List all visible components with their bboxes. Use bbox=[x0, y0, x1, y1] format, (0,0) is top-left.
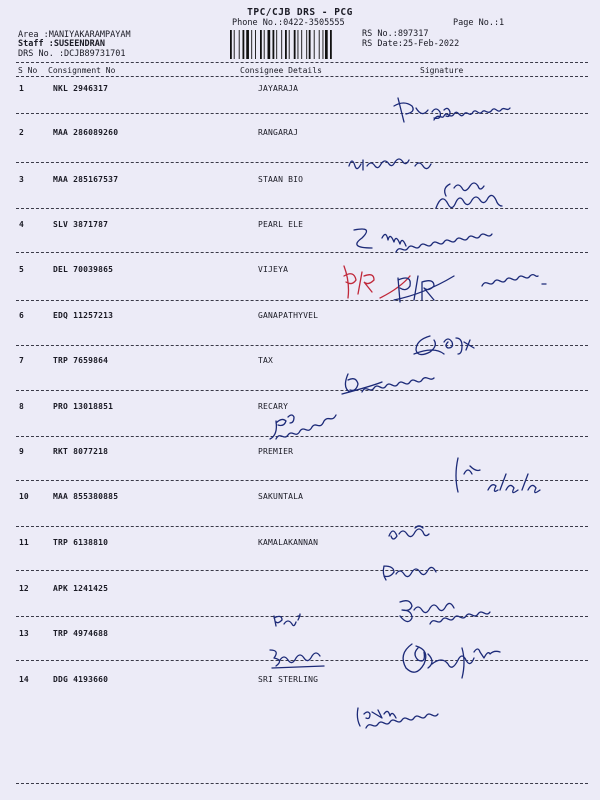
consignee-name: SAKUNTALA bbox=[258, 492, 304, 501]
consignee-name: PREMIER bbox=[258, 447, 294, 456]
consignee-name: GANAPATHYVEL bbox=[258, 311, 319, 320]
consignment-number: TRP 4974688 bbox=[53, 629, 109, 638]
row-divider bbox=[16, 345, 588, 346]
page-number: Page No.:1 bbox=[453, 18, 505, 28]
row-number: 10 bbox=[19, 492, 29, 501]
consignment-number: MAA 855380885 bbox=[53, 492, 119, 501]
row-number: 7 bbox=[19, 356, 24, 365]
row-number: 2 bbox=[19, 128, 24, 137]
row-number: 5 bbox=[19, 265, 24, 274]
row-divider bbox=[16, 526, 588, 527]
consignment-number: DDG 4193660 bbox=[53, 675, 109, 684]
signature-10 bbox=[385, 524, 445, 544]
signature-7 bbox=[340, 370, 450, 400]
consignment-number: RKT 8077218 bbox=[53, 447, 109, 456]
staff-label: Staff :SUSEENDRAN bbox=[18, 39, 105, 49]
sheet-title: TPC/CJB DRS - PCG bbox=[247, 7, 353, 18]
col-consignment: Consignment No bbox=[48, 66, 116, 75]
row-divider bbox=[16, 300, 588, 301]
signature-1 bbox=[392, 92, 532, 132]
consignee-name: VIJEYA bbox=[258, 265, 289, 274]
consignee-name: PEARL ELE bbox=[258, 220, 304, 229]
signature-11 bbox=[378, 560, 448, 586]
row-divider bbox=[16, 390, 588, 391]
row-number: 3 bbox=[19, 175, 24, 184]
consignee-name: TAX bbox=[258, 356, 274, 365]
row-number: 9 bbox=[19, 447, 24, 456]
row-number: 12 bbox=[19, 584, 29, 593]
consignment-number: MAA 285167537 bbox=[53, 175, 119, 184]
consignment-number: SLV 3871787 bbox=[53, 220, 109, 229]
row-divider bbox=[16, 783, 588, 784]
rs-number: RS No.:897317 bbox=[362, 29, 429, 39]
consignee-name: JAYARAJA bbox=[258, 84, 299, 93]
consignment-number: APK 1241425 bbox=[53, 584, 109, 593]
consignee-name: RANGARAJ bbox=[258, 128, 299, 137]
row-divider bbox=[16, 162, 588, 163]
phone-number: Phone No.:0422-3505555 bbox=[232, 18, 345, 28]
signature-6 bbox=[410, 328, 500, 362]
header-rule-bottom bbox=[16, 76, 588, 77]
consignment-number: NKL 2946317 bbox=[53, 84, 109, 93]
row-number: 14 bbox=[19, 675, 29, 684]
consignment-number: PRO 13018851 bbox=[53, 402, 114, 411]
signature-12-name bbox=[270, 610, 310, 630]
drs-number: DRS No. :DCJB89731701 bbox=[18, 49, 126, 59]
row-number: 6 bbox=[19, 311, 24, 320]
consignment-number: MAA 286089260 bbox=[53, 128, 119, 137]
consignee-name: STAAN BIO bbox=[258, 175, 304, 184]
row-number: 4 bbox=[19, 220, 24, 229]
col-sno: S No bbox=[18, 66, 38, 75]
col-consignee: Consignee Details bbox=[240, 66, 322, 75]
row-number: 11 bbox=[19, 538, 29, 547]
barcode bbox=[228, 30, 354, 59]
signature-12 bbox=[396, 596, 506, 630]
consignee-name: RECARY bbox=[258, 402, 289, 411]
signature-13-name bbox=[266, 646, 336, 670]
consignment-number: TRP 6138810 bbox=[53, 538, 109, 547]
area-label: Area :MANIYAKARAMPAYAM bbox=[18, 30, 131, 40]
row-number: 13 bbox=[19, 629, 29, 638]
signature-8 bbox=[266, 405, 346, 445]
signature-14 bbox=[352, 702, 472, 736]
consignee-name: KAMALAKANNAN bbox=[258, 538, 319, 547]
col-signature: Signature bbox=[420, 66, 464, 75]
header-rule-top bbox=[16, 62, 588, 63]
row-number: 1 bbox=[19, 84, 24, 93]
signature-9 bbox=[448, 452, 558, 498]
row-divider bbox=[16, 570, 588, 571]
signature-2 bbox=[345, 152, 445, 176]
signature-13 bbox=[398, 634, 518, 684]
signature-4 bbox=[348, 224, 418, 254]
rs-date: RS Date:25-Feb-2022 bbox=[362, 39, 460, 49]
signature-5 bbox=[340, 262, 400, 302]
consignment-number: TRP 7659864 bbox=[53, 356, 109, 365]
consignee-name: SRI STERLING bbox=[258, 675, 319, 684]
signature-3 bbox=[432, 180, 532, 216]
consignment-number: DEL 70039865 bbox=[53, 265, 114, 274]
row-number: 8 bbox=[19, 402, 24, 411]
consignment-number: EDQ 11257213 bbox=[53, 311, 114, 320]
